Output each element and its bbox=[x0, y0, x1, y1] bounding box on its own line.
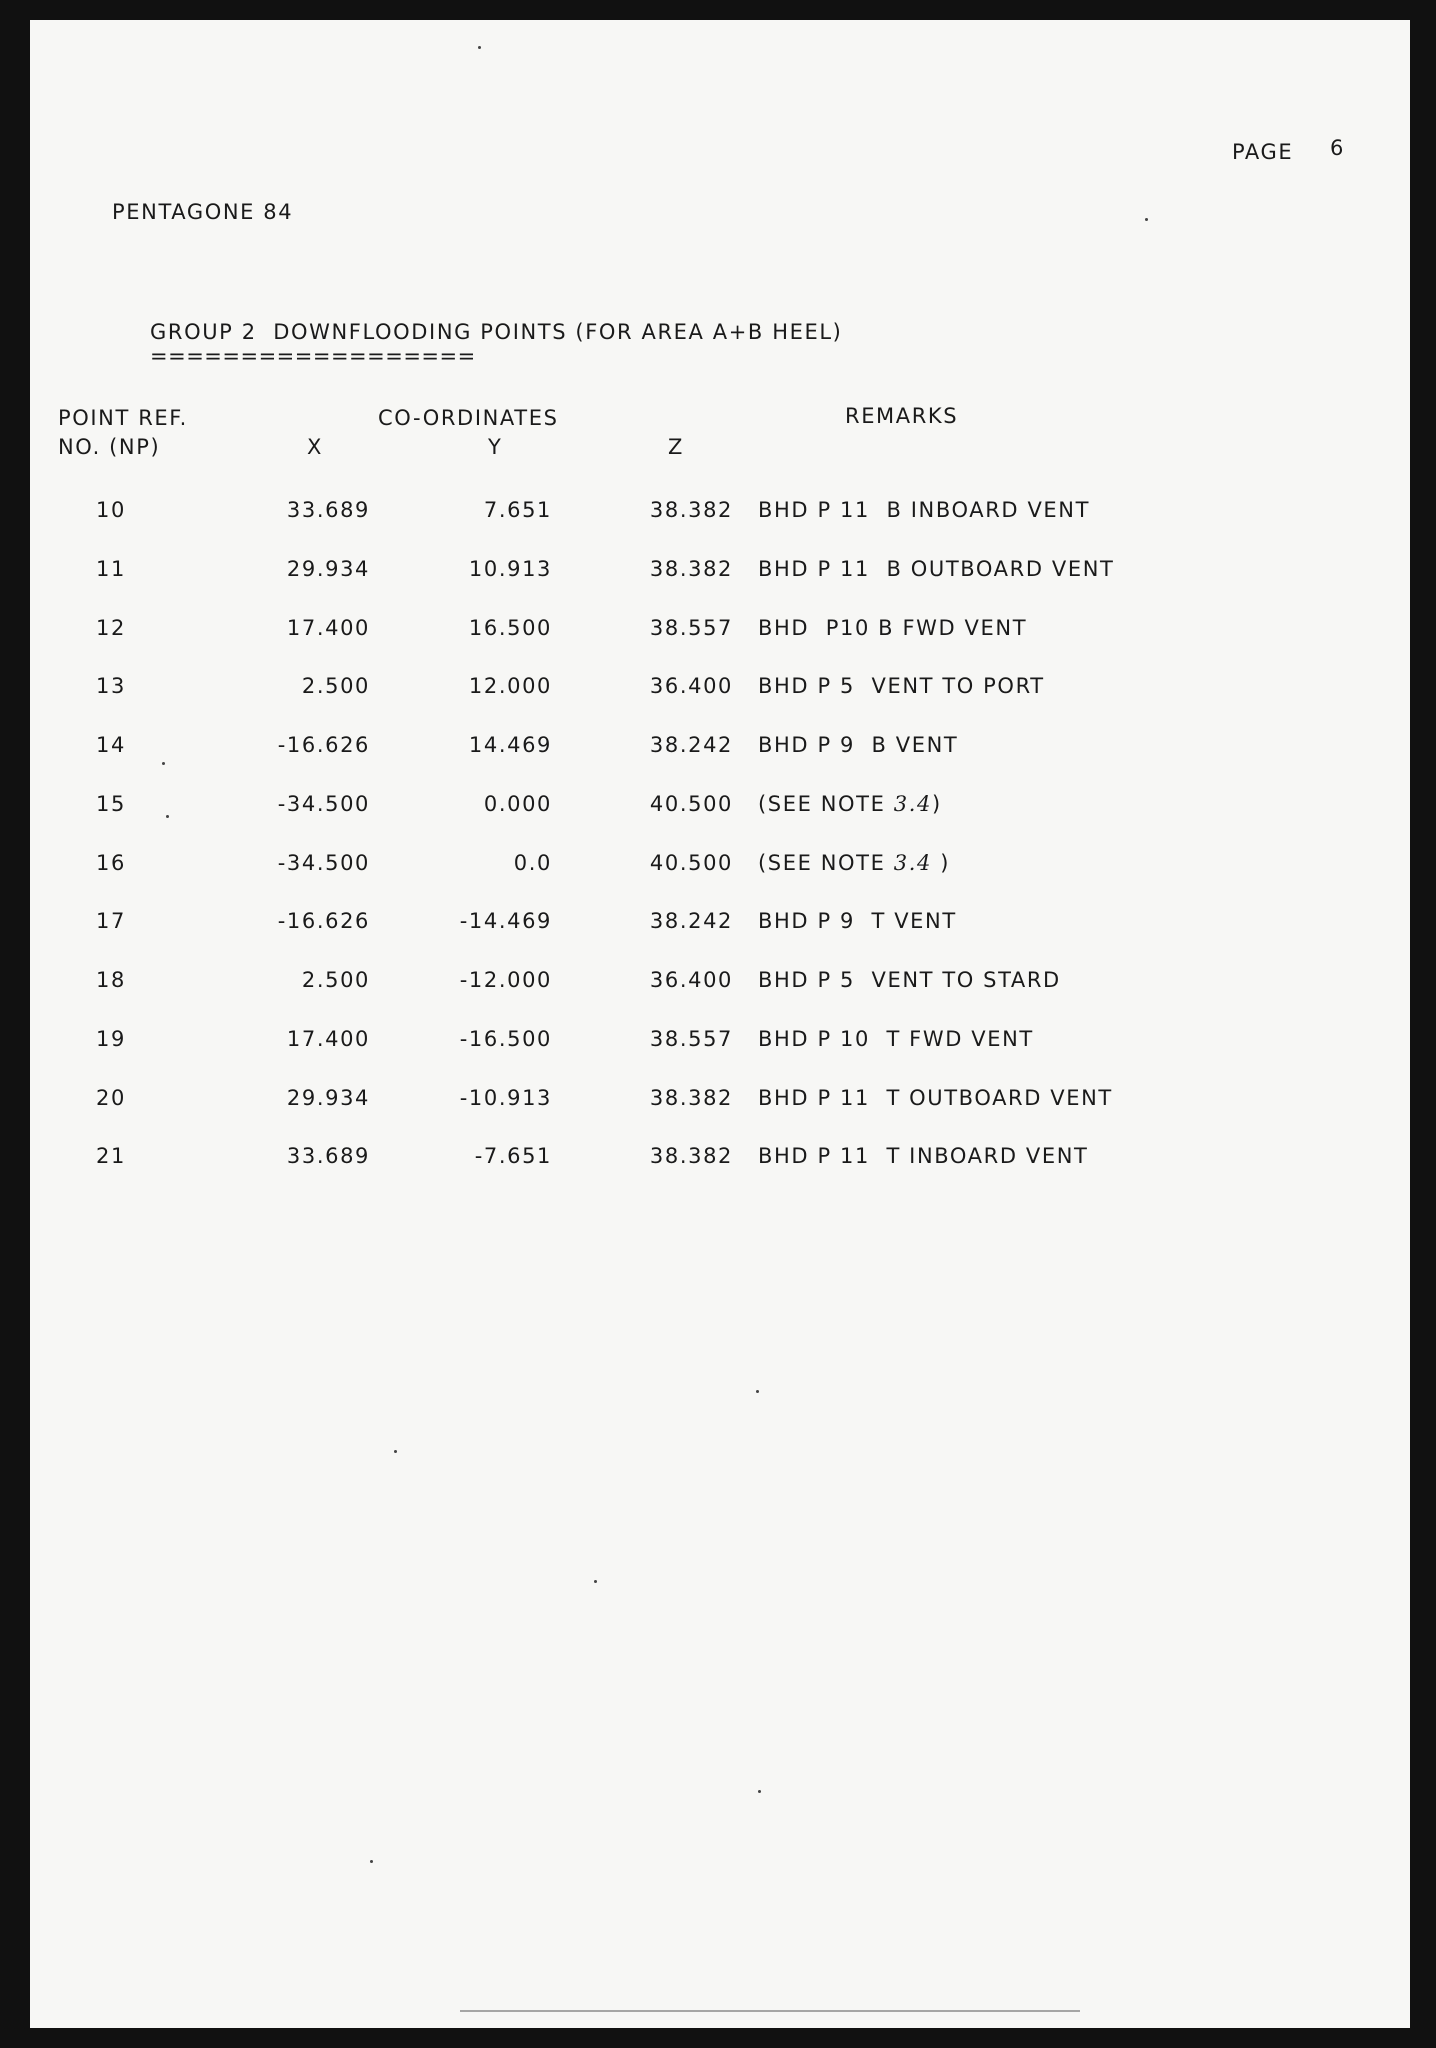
remark: BHD P 11 B INBOARD VENT bbox=[758, 498, 1091, 522]
handwritten-note: 3.4 bbox=[893, 792, 932, 816]
scan-speck bbox=[162, 762, 165, 765]
point-number: 15 bbox=[96, 792, 126, 816]
point-number: 16 bbox=[96, 851, 126, 875]
table-row bbox=[30, 616, 1410, 646]
header-y: Y bbox=[488, 435, 503, 459]
x-value: 29.934 bbox=[286, 557, 370, 581]
remark: BHD P 5 VENT TO PORT bbox=[758, 674, 1045, 698]
table-row bbox=[30, 1144, 1410, 1174]
remark: BHD P10 B FWD VENT bbox=[758, 616, 1028, 640]
section-underline: ================== bbox=[150, 344, 476, 368]
document-title: PENTAGONE 84 bbox=[112, 200, 294, 224]
x-value: 33.689 bbox=[286, 498, 370, 522]
point-number: 20 bbox=[96, 1086, 126, 1110]
z-value: 38.382 bbox=[649, 557, 733, 581]
page-label: PAGE bbox=[1232, 140, 1294, 164]
section-title: GROUP 2 DOWNFLOODING POINTS (FOR AREA A+B HEEL) bbox=[150, 320, 843, 344]
handwritten-note: 3.4 bbox=[893, 851, 932, 875]
x-value: -34.500 bbox=[277, 792, 370, 816]
header-coordinates: CO-ORDINATES bbox=[378, 406, 559, 430]
document-page bbox=[30, 20, 1410, 2028]
x-value: 2.500 bbox=[301, 968, 370, 992]
point-number: 11 bbox=[96, 557, 126, 581]
remark: BHD P 11 T OUTBOARD VENT bbox=[758, 1086, 1113, 1110]
header-point-ref: POINT REF. bbox=[58, 406, 188, 430]
point-number: 14 bbox=[96, 733, 126, 757]
header-remarks: REMARKS bbox=[845, 404, 959, 428]
z-value: 38.382 bbox=[649, 1144, 733, 1168]
scan-speck bbox=[478, 46, 481, 49]
z-value: 36.400 bbox=[649, 968, 733, 992]
scan-speck bbox=[758, 1790, 761, 1793]
y-value: 0.0 bbox=[513, 851, 552, 875]
z-value: 40.500 bbox=[649, 851, 733, 875]
y-value: 14.469 bbox=[468, 733, 552, 757]
table-row bbox=[30, 851, 1410, 881]
x-value: -16.626 bbox=[277, 909, 370, 933]
remark: BHD P 9 B VENT bbox=[758, 733, 959, 757]
remark bbox=[758, 851, 950, 875]
z-value: 38.242 bbox=[649, 733, 733, 757]
point-number: 17 bbox=[96, 909, 126, 933]
remark-end: ) bbox=[931, 792, 942, 816]
remark: BHD P 9 T VENT bbox=[758, 909, 957, 933]
remark-text: (SEE NOTE bbox=[758, 792, 894, 816]
scan-speck bbox=[370, 1860, 373, 1863]
remark-end: ) bbox=[931, 851, 951, 875]
table-row bbox=[30, 557, 1410, 587]
y-value: -10.913 bbox=[459, 1086, 552, 1110]
point-number: 19 bbox=[96, 1027, 126, 1051]
z-value: 40.500 bbox=[649, 792, 733, 816]
table-row bbox=[30, 909, 1410, 939]
remark: BHD P 10 T FWD VENT bbox=[758, 1027, 1034, 1051]
z-value: 38.557 bbox=[649, 616, 733, 640]
point-number: 12 bbox=[96, 616, 126, 640]
table-row bbox=[30, 968, 1410, 998]
point-number: 18 bbox=[96, 968, 126, 992]
y-value: -14.469 bbox=[459, 909, 552, 933]
table-row bbox=[30, 1086, 1410, 1116]
x-value: 17.400 bbox=[286, 616, 370, 640]
table-row bbox=[30, 674, 1410, 704]
z-value: 38.242 bbox=[649, 909, 733, 933]
z-value: 36.400 bbox=[649, 674, 733, 698]
y-value: -7.651 bbox=[474, 1144, 552, 1168]
header-x: X bbox=[307, 435, 323, 459]
table-row bbox=[30, 792, 1410, 822]
scan-edge-mark bbox=[460, 2010, 1080, 2012]
header-no-np: NO. (NP) bbox=[58, 435, 161, 459]
remark: BHD P 11 T INBOARD VENT bbox=[758, 1144, 1089, 1168]
page-number: 6 bbox=[1330, 136, 1345, 160]
remark-text: (SEE NOTE bbox=[758, 851, 894, 875]
z-value: 38.382 bbox=[649, 498, 733, 522]
y-value: -16.500 bbox=[459, 1027, 552, 1051]
table-row bbox=[30, 1027, 1410, 1057]
x-value: 29.934 bbox=[286, 1086, 370, 1110]
z-value: 38.557 bbox=[649, 1027, 733, 1051]
x-value: 33.689 bbox=[286, 1144, 370, 1168]
point-number: 10 bbox=[96, 498, 126, 522]
remark bbox=[758, 792, 942, 816]
y-value: 7.651 bbox=[483, 498, 552, 522]
table-row bbox=[30, 498, 1410, 528]
y-value: 16.500 bbox=[468, 616, 552, 640]
y-value: -12.000 bbox=[459, 968, 552, 992]
scan-speck bbox=[756, 1390, 759, 1393]
y-value: 10.913 bbox=[468, 557, 552, 581]
scan-speck bbox=[166, 815, 169, 818]
scan-speck bbox=[1145, 218, 1148, 221]
x-value: -16.626 bbox=[277, 733, 370, 757]
x-value: -34.500 bbox=[277, 851, 370, 875]
scan-speck bbox=[594, 1580, 597, 1583]
z-value: 38.382 bbox=[649, 1086, 733, 1110]
y-value: 12.000 bbox=[468, 674, 552, 698]
y-value: 0.000 bbox=[483, 792, 552, 816]
scan-speck bbox=[394, 1450, 397, 1453]
remark: BHD P 5 VENT TO STARD bbox=[758, 968, 1061, 992]
remark: BHD P 11 B OUTBOARD VENT bbox=[758, 557, 1115, 581]
header-z: Z bbox=[668, 435, 684, 459]
point-number: 21 bbox=[96, 1144, 126, 1168]
point-number: 13 bbox=[96, 674, 126, 698]
x-value: 17.400 bbox=[286, 1027, 370, 1051]
x-value: 2.500 bbox=[301, 674, 370, 698]
table-row bbox=[30, 733, 1410, 763]
